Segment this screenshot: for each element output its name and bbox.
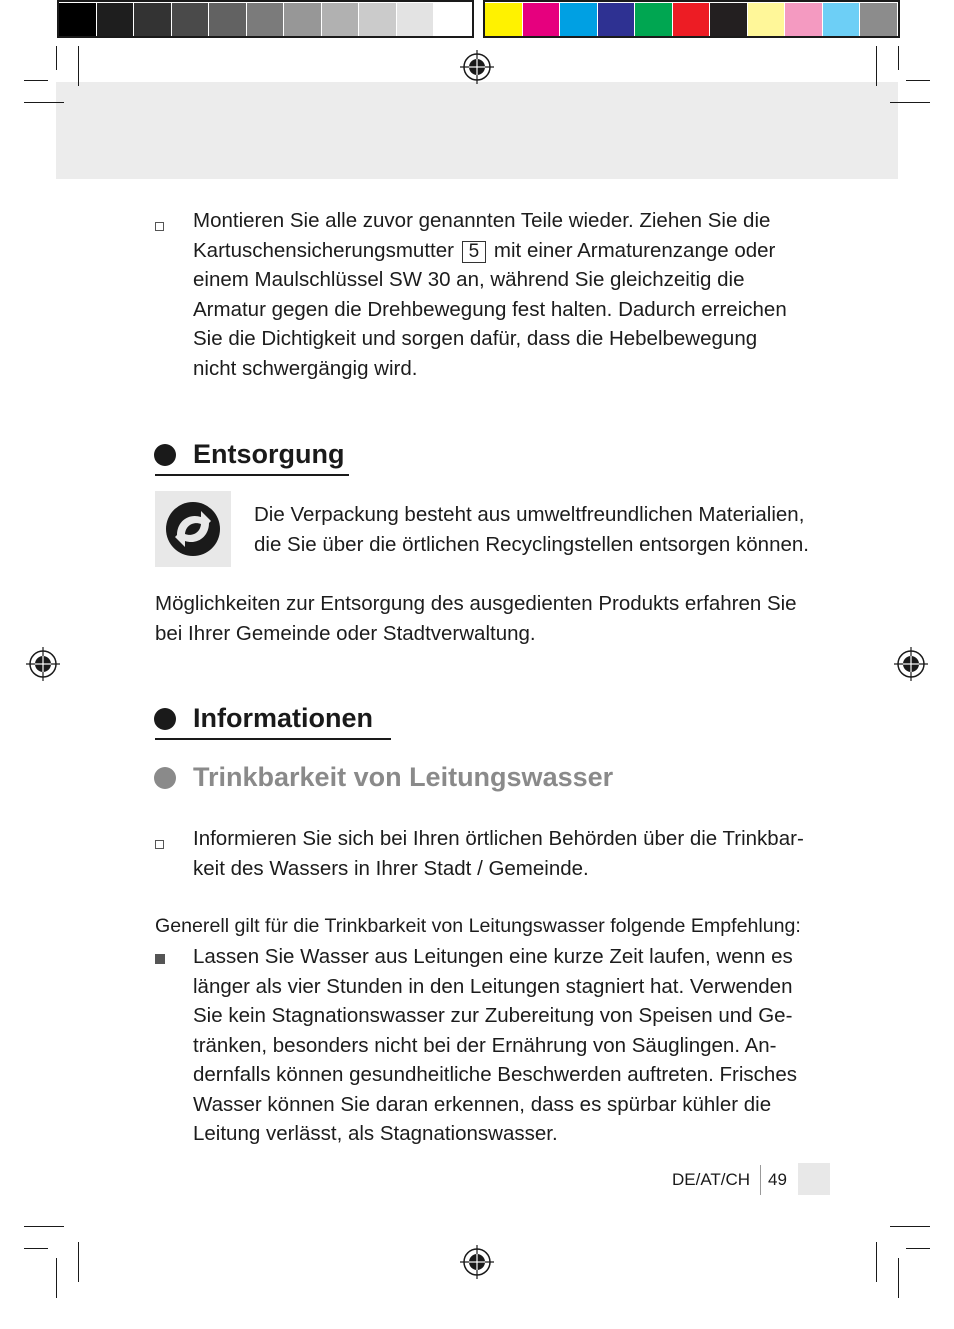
footer-divider	[760, 1165, 761, 1195]
text-line: Sie die Dichtigkeit und sorgen dafür, dass die Hebelbewegung	[193, 327, 758, 350]
authorities-instruction	[193, 824, 804, 883]
footer-locale: DE/AT/CH	[672, 1170, 751, 1189]
crop-mark	[876, 46, 877, 86]
crop-mark	[898, 1258, 899, 1298]
color-bar-frame	[57, 0, 474, 38]
heading-underline	[155, 738, 391, 740]
text-line: länger als vier Stunden in den Leitungen stagniert hat. Verwenden	[193, 974, 793, 998]
packaging-text	[254, 500, 809, 559]
crop-mark	[890, 102, 930, 103]
registration-mark-icon	[460, 50, 494, 84]
heading-information: Informationen	[193, 703, 373, 733]
text-line: einem Maulschlüssel SW 30 an, während Sie gleichzeitig die	[193, 268, 745, 291]
text-line	[193, 236, 787, 266]
crop-mark	[876, 1242, 877, 1282]
registration-mark-icon	[26, 647, 60, 681]
text-line: dernfalls können gesundheitliche Beschwerden auftreten. Frisches	[193, 1063, 797, 1086]
subheading-bullet-icon	[154, 767, 176, 789]
part-number-badge: 5	[462, 241, 487, 263]
checkbox-bullet-icon	[155, 222, 164, 231]
crop-mark	[24, 1226, 64, 1227]
color-bar-frame	[483, 0, 900, 38]
footer-tab	[798, 1163, 830, 1195]
crop-mark	[78, 46, 79, 86]
header-band	[56, 82, 898, 179]
registration-mark-icon	[894, 647, 928, 681]
crop-mark	[24, 1248, 48, 1249]
heading-bullet-icon	[154, 708, 176, 730]
text-line: bei Ihrer Gemeinde oder Stadtverwaltung.	[155, 621, 536, 645]
text-line: die Sie über die örtlichen Recyclingstellen entsorgen können.	[254, 532, 809, 556]
recommendation-text	[193, 942, 797, 1149]
square-bullet-icon	[155, 954, 165, 964]
crop-mark	[24, 102, 64, 103]
heading-bullet-icon	[154, 444, 176, 466]
text-line: Leitung verlässt, als Stagnationswasser.	[193, 1122, 558, 1145]
text-line: Informieren Sie sich bei Ihren örtlichen Behörden über die Trinkbar-	[193, 827, 804, 850]
checkbox-bullet-icon	[155, 840, 164, 849]
text-line: Montieren Sie alle zuvor genannten Teile wieder. Ziehen Sie die	[193, 209, 771, 232]
recycle-icon	[155, 491, 231, 567]
text-line: Armatur gegen die Drehbewegung fest halten. Dadurch erreichen	[193, 297, 787, 321]
heading-underline	[155, 474, 349, 476]
crop-mark	[78, 1242, 79, 1282]
crop-mark	[24, 80, 48, 81]
crop-mark	[906, 1248, 930, 1249]
text-line: Wasser können Sie daran erkennen, dass es spürbar kühler die	[193, 1092, 772, 1116]
heading-disposal: Entsorgung	[193, 439, 345, 469]
text-line: Lassen Sie Wasser aus Leitungen eine kurze Zeit laufen, wenn es	[193, 945, 793, 968]
crop-mark	[56, 46, 57, 70]
install-instruction	[193, 206, 787, 383]
recommendation-intro	[155, 912, 801, 942]
text-line: Sie kein Stagnationswasser zur Zubereitung von Speisen und Ge-	[193, 1004, 793, 1027]
text-line: Die Verpackung besteht aus umweltfreundlichen Materialien,	[254, 503, 805, 526]
crop-mark	[898, 46, 899, 70]
crop-mark	[906, 80, 930, 81]
text-segment: Kartuschensicherungsmutter	[193, 238, 454, 262]
subheading-drinkability: Trinkbarkeit von Leitungswasser	[193, 762, 614, 792]
text-line: Generell gilt für die Trinkbarkeit von Leitungswasser folgende Empfehlung:	[155, 915, 801, 937]
text-line: Möglichkeiten zur Entsorgung des ausgedienten Produkts erfahren Sie	[155, 592, 797, 615]
text-line: keit des Wassers in Ihrer Stadt / Gemeinde.	[193, 856, 589, 880]
text-segment: mit einer Armaturenzange oder	[493, 238, 776, 262]
disposal-options-text	[155, 589, 797, 648]
registration-mark-icon	[460, 1245, 494, 1279]
recycle-icon-box	[155, 491, 231, 567]
crop-mark	[56, 1258, 57, 1298]
text-line: nicht schwergängig wird.	[193, 356, 418, 380]
page-number: 49	[768, 1170, 787, 1189]
text-line: tränken, besonders nicht bei der Ernährung von Säuglingen. An-	[193, 1033, 777, 1057]
crop-mark	[890, 1226, 930, 1227]
